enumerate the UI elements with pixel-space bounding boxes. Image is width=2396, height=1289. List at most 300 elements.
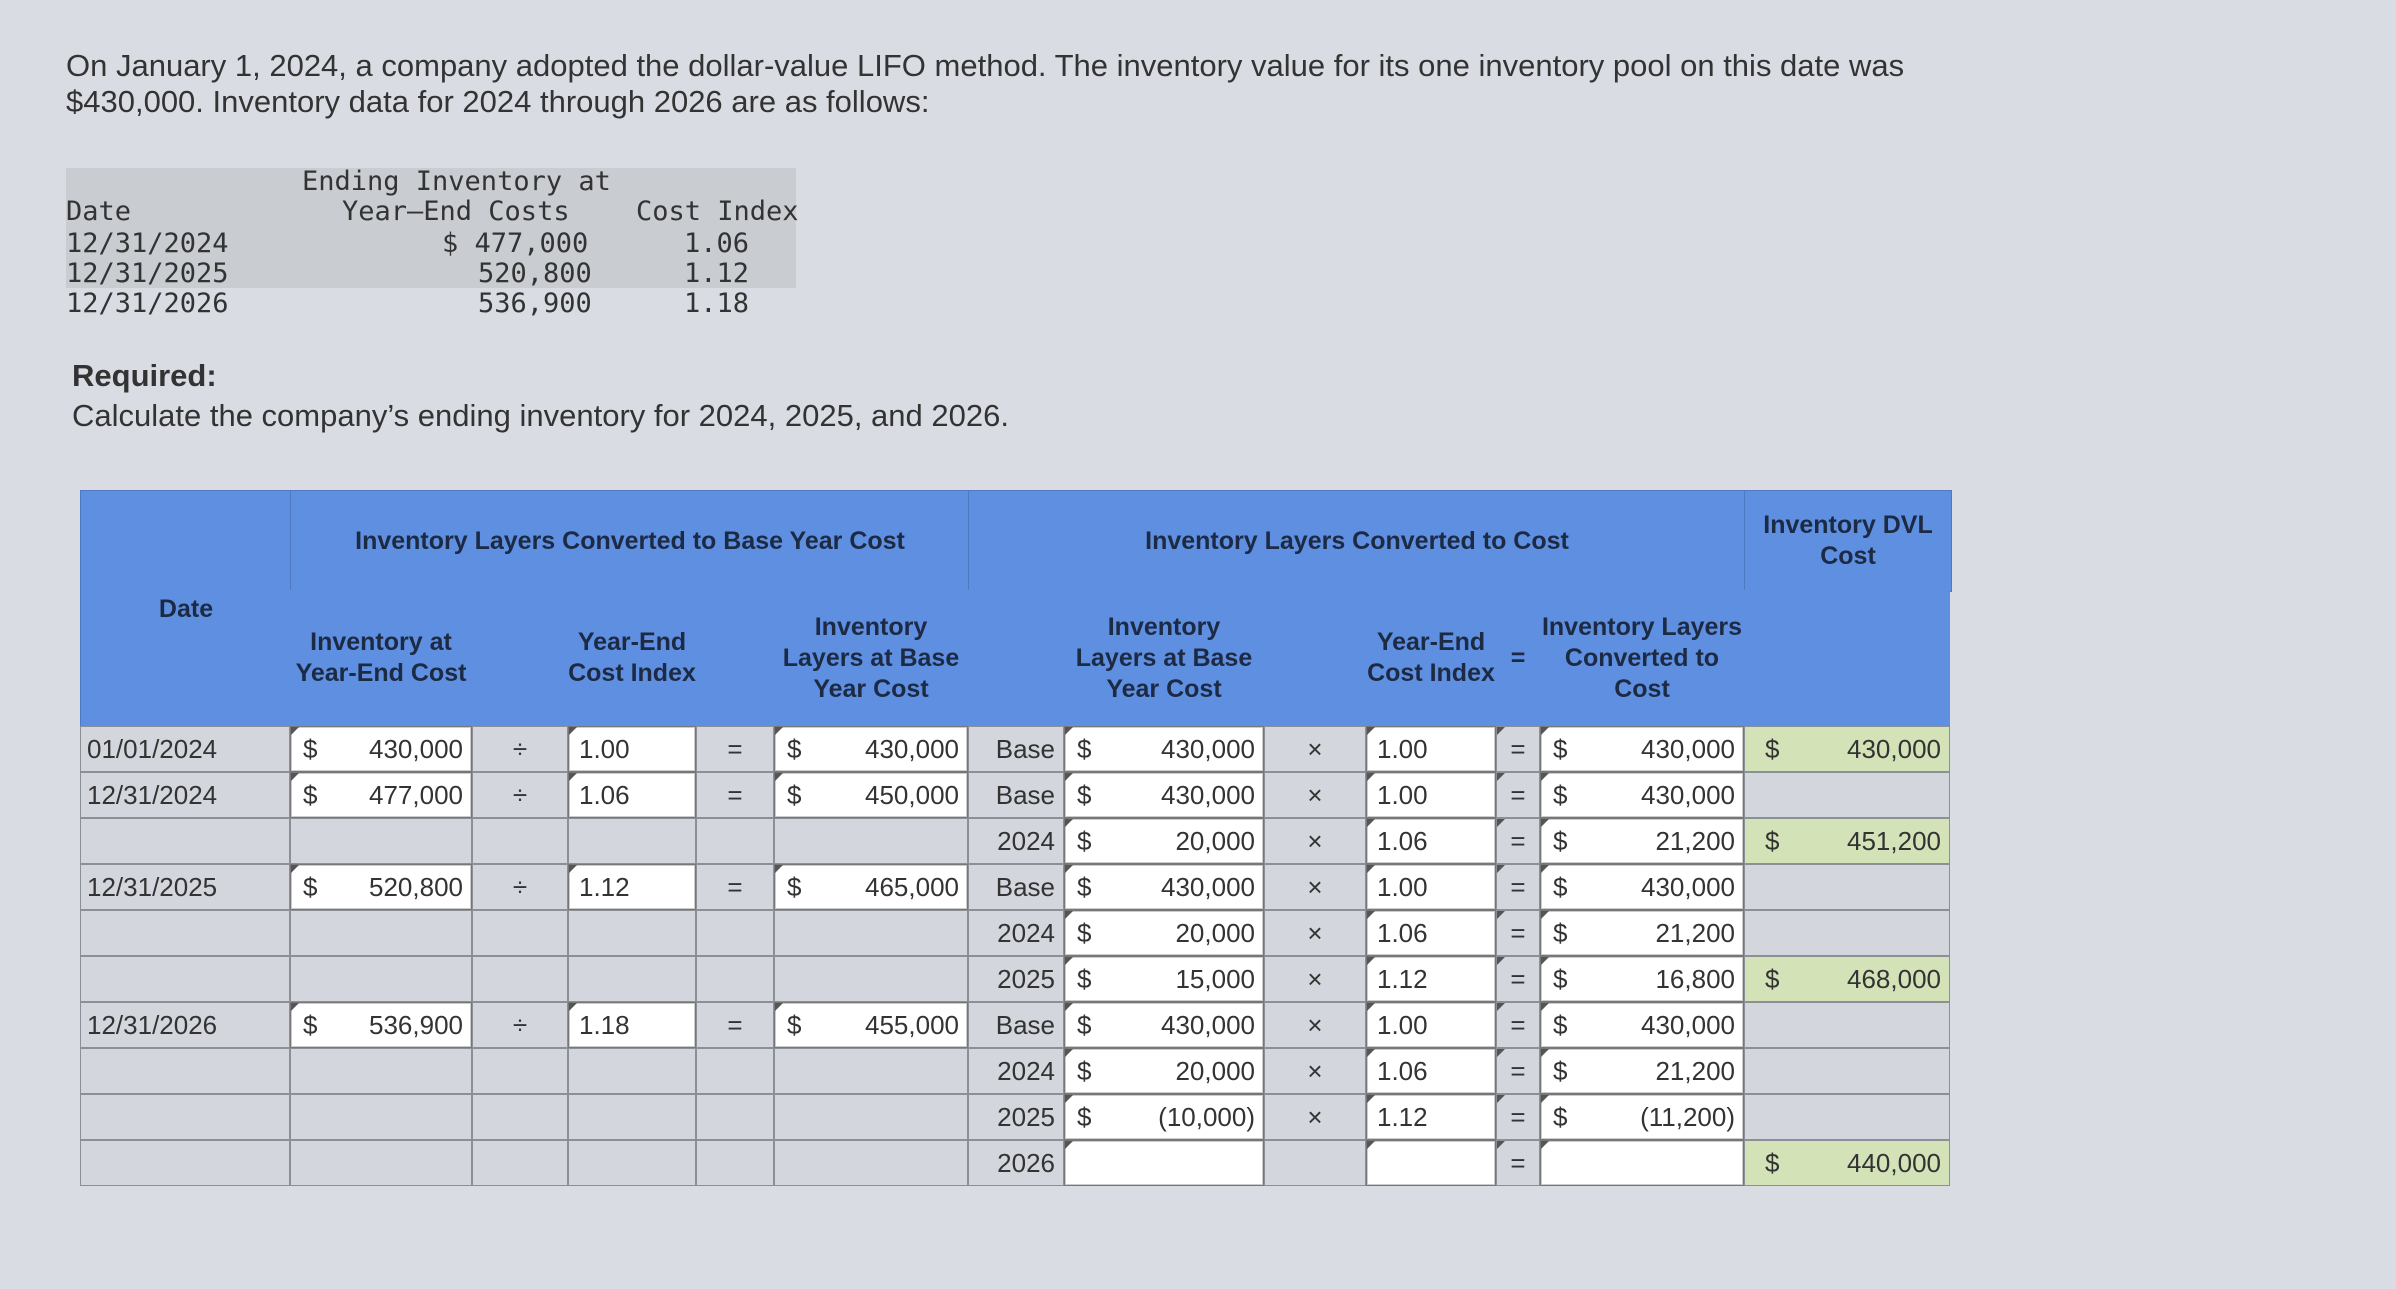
year-end-index-input (568, 1048, 696, 1094)
layer-index-input[interactable] (1366, 956, 1496, 1002)
year-end-index-input (568, 1140, 696, 1186)
header-inventory-year-end: Inventory at Year-End Cost (290, 590, 472, 726)
layer-index-input-value: 1.00 (1377, 779, 1428, 810)
dollar-sign: $ (787, 1009, 802, 1040)
layer-index-input[interactable] (1366, 864, 1496, 910)
layer-year-label-value: Base (995, 733, 1055, 764)
equals-symbol-glyph: = (727, 779, 743, 810)
converted-cost-input[interactable] (1540, 910, 1744, 956)
times-symbol-glyph: × (1307, 1055, 1323, 1086)
input-corner-marker (1367, 1003, 1375, 1011)
layer-index-input-value: 1.00 (1377, 733, 1428, 764)
input-corner-marker (1367, 1049, 1375, 1057)
input-corner-marker (291, 1003, 299, 1011)
date-cell (80, 1140, 290, 1186)
equals-symbol (696, 772, 774, 818)
dvl-cost-cell-value: 451,200 (1847, 825, 1941, 856)
layer-year-label (968, 726, 1064, 772)
dvl-cost-cell (1744, 726, 1950, 772)
dollar-sign: $ (787, 871, 802, 902)
date-cell-value: 12/31/2026 (87, 1009, 218, 1040)
input-corner-marker (1541, 727, 1549, 735)
date-cell (80, 956, 290, 1002)
input-corner-marker (775, 865, 783, 873)
equals-symbol-glyph: = (1510, 1009, 1526, 1040)
layer-index-input-value: 1.12 (1377, 1101, 1428, 1132)
data-row-index: 1.06 (684, 228, 750, 259)
dollar-sign: $ (1765, 733, 1780, 764)
input-corner-marker (1065, 727, 1073, 735)
input-corner-marker (1541, 865, 1549, 873)
layer-index-input-value: 1.00 (1377, 1009, 1428, 1040)
base-year-cost-input[interactable] (774, 864, 968, 910)
layer-base-cost-input-value: 430,000 (1161, 1009, 1255, 1040)
dollar-sign: $ (1553, 871, 1568, 902)
dvl-cost-cell (1744, 1002, 1950, 1048)
year-end-index-input[interactable] (568, 726, 696, 772)
layer-index-input-value: 1.00 (1377, 871, 1428, 902)
converted-cost-input-value: 430,000 (1641, 1009, 1735, 1040)
inventory-year-end-input-value: 477,000 (369, 779, 463, 810)
equals-symbol[interactable] (1496, 1002, 1540, 1048)
layer-base-cost-input[interactable] (1064, 910, 1264, 956)
times-symbol-glyph: × (1307, 779, 1323, 810)
dvl-cost-cell (1744, 1140, 1950, 1186)
layer-index-input[interactable] (1366, 910, 1496, 956)
input-corner-marker (775, 773, 783, 781)
input-corner-marker (1367, 957, 1375, 965)
inventory-year-end-input-value: 430,000 (369, 733, 463, 764)
converted-cost-input[interactable] (1540, 772, 1744, 818)
input-corner-marker (1065, 819, 1073, 827)
times-symbol-glyph: × (1307, 963, 1323, 994)
layer-base-cost-input[interactable] (1064, 956, 1264, 1002)
inventory-year-end-input (290, 956, 472, 1002)
converted-cost-input[interactable] (1540, 1002, 1744, 1048)
data-row-cost: 520,800 (478, 258, 592, 289)
input-corner-marker (1367, 1141, 1375, 1149)
times-symbol (1264, 864, 1366, 910)
layer-base-cost-input[interactable] (1064, 772, 1264, 818)
dollar-sign: $ (1077, 917, 1092, 948)
dvl-cost-cell-value: 430,000 (1847, 733, 1941, 764)
layer-index-input[interactable] (1366, 772, 1496, 818)
base-year-cost-input[interactable] (774, 1002, 968, 1048)
inventory-year-end-input[interactable] (290, 1002, 472, 1048)
times-symbol (1264, 1048, 1366, 1094)
data-row-cost: $ 477,000 (442, 228, 589, 259)
layer-base-cost-input[interactable] (1064, 864, 1264, 910)
times-symbol (1264, 956, 1366, 1002)
times-symbol-glyph: × (1307, 917, 1323, 948)
year-end-index-input (568, 910, 696, 956)
header-blank (1744, 590, 1950, 726)
layer-index-input-value: 1.06 (1377, 1055, 1428, 1086)
equals-symbol-glyph: = (727, 1009, 743, 1040)
year-end-index-input-value: 1.18 (579, 1009, 630, 1040)
dollar-sign: $ (1553, 733, 1568, 764)
input-corner-marker (1497, 911, 1505, 919)
divide-symbol (472, 726, 568, 772)
year-end-index-input[interactable] (568, 772, 696, 818)
divide-symbol-glyph: ÷ (512, 871, 528, 902)
layer-index-input[interactable] (1366, 726, 1496, 772)
times-symbol (1264, 1140, 1366, 1186)
dvl-cost-cell (1744, 1048, 1950, 1094)
input-corner-marker (1065, 911, 1073, 919)
divide-symbol (472, 956, 568, 1002)
layer-base-cost-input[interactable] (1064, 1002, 1264, 1048)
date-cell (80, 1048, 290, 1094)
inventory-year-end-input-value: 536,900 (369, 1009, 463, 1040)
equals-symbol[interactable] (1496, 864, 1540, 910)
times-symbol-glyph: × (1307, 825, 1323, 856)
input-corner-marker (1541, 1141, 1549, 1149)
converted-cost-input[interactable] (1540, 1048, 1744, 1094)
layer-base-cost-input-value: 20,000 (1175, 917, 1255, 948)
base-year-cost-input-value: 455,000 (865, 1009, 959, 1040)
equals-symbol-glyph: = (1510, 1147, 1526, 1178)
equals-symbol[interactable] (1496, 1094, 1540, 1140)
divide-symbol (472, 1094, 568, 1140)
equals-symbol[interactable] (1496, 772, 1540, 818)
layer-year-label (968, 864, 1064, 910)
layer-index-input[interactable] (1366, 1140, 1496, 1186)
input-corner-marker (1497, 1003, 1505, 1011)
input-corner-marker (1541, 1095, 1549, 1103)
dollar-sign: $ (1765, 1147, 1780, 1178)
input-corner-marker (1497, 865, 1505, 873)
layer-year-label-value: 2025 (997, 963, 1055, 994)
base-year-cost-input-value: 450,000 (865, 779, 959, 810)
input-corner-marker (1497, 819, 1505, 827)
input-corner-marker (1367, 865, 1375, 873)
dollar-sign: $ (303, 733, 318, 764)
dollar-sign: $ (1553, 1101, 1568, 1132)
base-year-cost-input (774, 956, 968, 1002)
data-row-date: 12/31/2024 (66, 228, 229, 259)
layer-year-label (968, 1140, 1064, 1186)
problem-intro: On January 1, 2024, a company adopted the dollar-value LIFO method. The inventory value for its one inventory pool on this date was $430,000. Inventory data for 2024 through 2026 are as follows: (66, 48, 1905, 119)
layer-base-cost-input[interactable] (1064, 1094, 1264, 1140)
inventory-year-end-input[interactable] (290, 864, 472, 910)
layer-base-cost-input-value: 430,000 (1161, 779, 1255, 810)
input-corner-marker (1065, 1095, 1073, 1103)
layer-year-label-value: Base (995, 1009, 1055, 1040)
year-end-index-input (568, 1094, 696, 1140)
header-blank (696, 590, 774, 726)
input-corner-marker (775, 727, 783, 735)
dollar-sign: $ (1553, 917, 1568, 948)
date-cell-value: 12/31/2025 (87, 871, 218, 902)
dvl-cost-cell (1744, 818, 1950, 864)
year-end-index-input (568, 956, 696, 1002)
equals-symbol-glyph: = (1510, 779, 1526, 810)
times-symbol-glyph: × (1307, 1009, 1323, 1040)
converted-cost-input[interactable] (1540, 864, 1744, 910)
input-corner-marker (1541, 1003, 1549, 1011)
dollar-sign: $ (1077, 871, 1092, 902)
input-corner-marker (1541, 773, 1549, 781)
layer-year-label (968, 1002, 1064, 1048)
header-layers-base: Inventory Layers at Base Year Cost (774, 590, 968, 726)
inventory-year-end-input-value: 520,800 (369, 871, 463, 902)
year-end-index-input-value: 1.12 (579, 871, 630, 902)
times-symbol (1264, 818, 1366, 864)
equals-symbol (696, 1140, 774, 1186)
input-corner-marker (1497, 1049, 1505, 1057)
base-year-cost-input (774, 1140, 968, 1186)
input-corner-marker (1497, 1095, 1505, 1103)
layer-index-input-value: 1.12 (1377, 963, 1428, 994)
header-date: Date (80, 490, 292, 728)
converted-cost-input[interactable] (1540, 818, 1744, 864)
input-corner-marker (1065, 865, 1073, 873)
dollar-sign: $ (1077, 1055, 1092, 1086)
data-row-date: 12/31/2026 (66, 288, 229, 319)
layer-year-label-value: Base (995, 779, 1055, 810)
converted-cost-input-value: 16,800 (1655, 963, 1735, 994)
converted-cost-input-value: 430,000 (1641, 871, 1735, 902)
layer-index-input[interactable] (1366, 1048, 1496, 1094)
input-corner-marker (1367, 773, 1375, 781)
dvl-cost-cell (1744, 772, 1950, 818)
input-corner-marker (569, 1003, 577, 1011)
header-blank (1264, 590, 1366, 726)
input-corner-marker (291, 727, 299, 735)
equals-symbol (696, 726, 774, 772)
header-layers-base-2: Inventory Layers at Base Year Cost (1064, 590, 1264, 726)
date-cell-value: 01/01/2024 (87, 733, 218, 764)
layer-year-label (968, 910, 1064, 956)
input-corner-marker (1065, 1049, 1073, 1057)
inventory-year-end-input[interactable] (290, 726, 472, 772)
required-text: Calculate the company’s ending inventory for 2024, 2025, and 2026. (72, 398, 1009, 433)
base-year-cost-input[interactable] (774, 726, 968, 772)
layer-index-input-value: 1.06 (1377, 917, 1428, 948)
inventory-year-end-input (290, 1048, 472, 1094)
dollar-sign: $ (1077, 733, 1092, 764)
header-group-base-year: Inventory Layers Converted to Base Year Cost (290, 490, 970, 592)
layer-year-label-value: 2025 (997, 1101, 1055, 1132)
layer-base-cost-input-value: (10,000) (1158, 1101, 1255, 1132)
layer-year-label (968, 772, 1064, 818)
input-corner-marker (1541, 911, 1549, 919)
layer-base-cost-input-value: 20,000 (1175, 1055, 1255, 1086)
base-year-cost-input-value: 430,000 (865, 733, 959, 764)
inventory-year-end-input[interactable] (290, 772, 472, 818)
date-cell (80, 818, 290, 864)
equals-symbol[interactable] (1496, 956, 1540, 1002)
equals-symbol[interactable] (1496, 910, 1540, 956)
divide-symbol-glyph: ÷ (512, 733, 528, 764)
divide-symbol (472, 864, 568, 910)
equals-symbol-glyph: = (1510, 917, 1526, 948)
layer-year-label-value: 2024 (997, 917, 1055, 948)
layer-index-input-value: 1.06 (1377, 825, 1428, 856)
equals-symbol (696, 864, 774, 910)
dollar-sign: $ (303, 1009, 318, 1040)
input-corner-marker (1367, 819, 1375, 827)
inventory-year-end-input (290, 910, 472, 956)
layer-year-label-value: 2024 (997, 825, 1055, 856)
header-blank (968, 590, 1064, 726)
layer-base-cost-input[interactable] (1064, 1140, 1264, 1186)
input-corner-marker (1367, 911, 1375, 919)
dollar-sign: $ (1553, 963, 1568, 994)
data-row-cost: 536,900 (478, 288, 592, 319)
input-corner-marker (1497, 1141, 1505, 1149)
input-corner-marker (1541, 957, 1549, 965)
data-header-line1: Ending Inventory at (302, 166, 611, 197)
layer-base-cost-input-value: 430,000 (1161, 871, 1255, 902)
year-end-index-input[interactable] (568, 1002, 696, 1048)
dollar-sign: $ (1553, 779, 1568, 810)
input-corner-marker (1541, 819, 1549, 827)
base-year-cost-input (774, 1048, 968, 1094)
data-date-header: Date (66, 196, 132, 227)
layer-base-cost-input-value: 20,000 (1175, 825, 1255, 856)
date-cell (80, 910, 290, 956)
converted-cost-input[interactable] (1540, 1094, 1744, 1140)
base-year-cost-input (774, 910, 968, 956)
converted-cost-input[interactable] (1540, 956, 1744, 1002)
equals-symbol-glyph: = (1510, 1055, 1526, 1086)
dvl-cost-cell (1744, 910, 1950, 956)
dollar-sign: $ (1077, 1009, 1092, 1040)
input-corner-marker (569, 773, 577, 781)
dollar-sign: $ (787, 779, 802, 810)
data-row-index: 1.12 (684, 258, 750, 289)
equals-symbol-glyph: = (1510, 1101, 1526, 1132)
layer-year-label (968, 956, 1064, 1002)
dollar-sign: $ (1553, 1055, 1568, 1086)
converted-cost-input-value: 21,200 (1655, 825, 1735, 856)
input-corner-marker (1497, 773, 1505, 781)
header-dvl-cost: Inventory DVL Cost (1744, 490, 1952, 592)
data-row-date: 12/31/2025 (66, 258, 229, 289)
times-symbol (1264, 1002, 1366, 1048)
input-corner-marker (1065, 773, 1073, 781)
dollar-sign: $ (1077, 779, 1092, 810)
inventory-year-end-input (290, 1094, 472, 1140)
divide-symbol (472, 1002, 568, 1048)
converted-cost-input-value: 430,000 (1641, 779, 1735, 810)
converted-cost-input-value: 430,000 (1641, 733, 1735, 764)
input-corner-marker (1065, 1003, 1073, 1011)
input-corner-marker (1367, 1095, 1375, 1103)
input-corner-marker (1065, 957, 1073, 965)
equals-symbol-glyph: = (1510, 963, 1526, 994)
header-group-cost: Inventory Layers Converted to Cost (968, 490, 1746, 592)
input-corner-marker (1367, 727, 1375, 735)
equals-symbol-glyph: = (1510, 733, 1526, 764)
layer-base-cost-input[interactable] (1064, 1048, 1264, 1094)
equals-symbol[interactable] (1496, 818, 1540, 864)
base-year-cost-input-value: 465,000 (865, 871, 959, 902)
base-year-cost-input (774, 818, 968, 864)
layer-index-input[interactable] (1366, 1002, 1496, 1048)
divide-symbol (472, 772, 568, 818)
dollar-sign: $ (1765, 825, 1780, 856)
required-label: Required: (72, 358, 217, 393)
equals-symbol (696, 1094, 774, 1140)
divide-symbol (472, 1048, 568, 1094)
equals-symbol (696, 1002, 774, 1048)
layer-year-label-value: Base (995, 871, 1055, 902)
dollar-sign: $ (303, 871, 318, 902)
times-symbol (1264, 772, 1366, 818)
layer-year-label (968, 1048, 1064, 1094)
header-blank (472, 590, 568, 726)
equals-symbol (696, 956, 774, 1002)
header-year-end-index-2: Year-End Cost Index (1366, 590, 1496, 726)
layer-base-cost-input[interactable] (1064, 818, 1264, 864)
date-cell (80, 1094, 290, 1140)
converted-cost-input[interactable] (1540, 726, 1744, 772)
dollar-sign: $ (303, 779, 318, 810)
base-year-cost-input[interactable] (774, 772, 968, 818)
equals-symbol-glyph: = (1510, 825, 1526, 856)
input-corner-marker (1497, 957, 1505, 965)
year-end-index-input (568, 818, 696, 864)
equals-symbol (696, 1048, 774, 1094)
layer-index-input[interactable] (1366, 1094, 1496, 1140)
divide-symbol-glyph: ÷ (512, 1009, 528, 1040)
converted-cost-input[interactable] (1540, 1140, 1744, 1186)
header-equals: = (1496, 590, 1540, 726)
converted-cost-input-value: 21,200 (1655, 917, 1735, 948)
times-symbol (1264, 910, 1366, 956)
input-corner-marker (775, 1003, 783, 1011)
dollar-sign: $ (1553, 1009, 1568, 1040)
layer-year-label-value: 2024 (997, 1055, 1055, 1086)
input-corner-marker (569, 865, 577, 873)
dvl-cost-cell (1744, 956, 1950, 1002)
equals-symbol[interactable] (1496, 726, 1540, 772)
inventory-year-end-input (290, 1140, 472, 1186)
layer-base-cost-input[interactable] (1064, 726, 1264, 772)
equals-symbol (696, 910, 774, 956)
layer-index-input[interactable] (1366, 818, 1496, 864)
times-symbol (1264, 1094, 1366, 1140)
inventory-year-end-input (290, 818, 472, 864)
layer-year-label (968, 1094, 1064, 1140)
equals-symbol-glyph: = (727, 871, 743, 902)
dvl-cost-cell-value: 440,000 (1847, 1147, 1941, 1178)
converted-cost-input-value: 21,200 (1655, 1055, 1735, 1086)
date-cell (80, 864, 290, 910)
data-header-line2: Year–End Costs (342, 196, 570, 227)
year-end-index-input[interactable] (568, 864, 696, 910)
input-corner-marker (291, 773, 299, 781)
equals-symbol[interactable] (1496, 1048, 1540, 1094)
input-corner-marker (1497, 727, 1505, 735)
equals-symbol[interactable] (1496, 1140, 1540, 1186)
equals-symbol (696, 818, 774, 864)
layer-base-cost-input-value: 430,000 (1161, 733, 1255, 764)
divide-symbol (472, 818, 568, 864)
data-row-index: 1.18 (684, 288, 750, 319)
date-cell (80, 772, 290, 818)
dvl-worksheet (80, 490, 1950, 1190)
header-converted-cost: Inventory Layers Converted to Cost (1540, 590, 1744, 726)
dvl-cost-cell-value: 468,000 (1847, 963, 1941, 994)
layer-year-label-value: 2026 (997, 1147, 1055, 1178)
input-corner-marker (291, 865, 299, 873)
equals-symbol-glyph: = (727, 733, 743, 764)
input-corner-marker (569, 727, 577, 735)
